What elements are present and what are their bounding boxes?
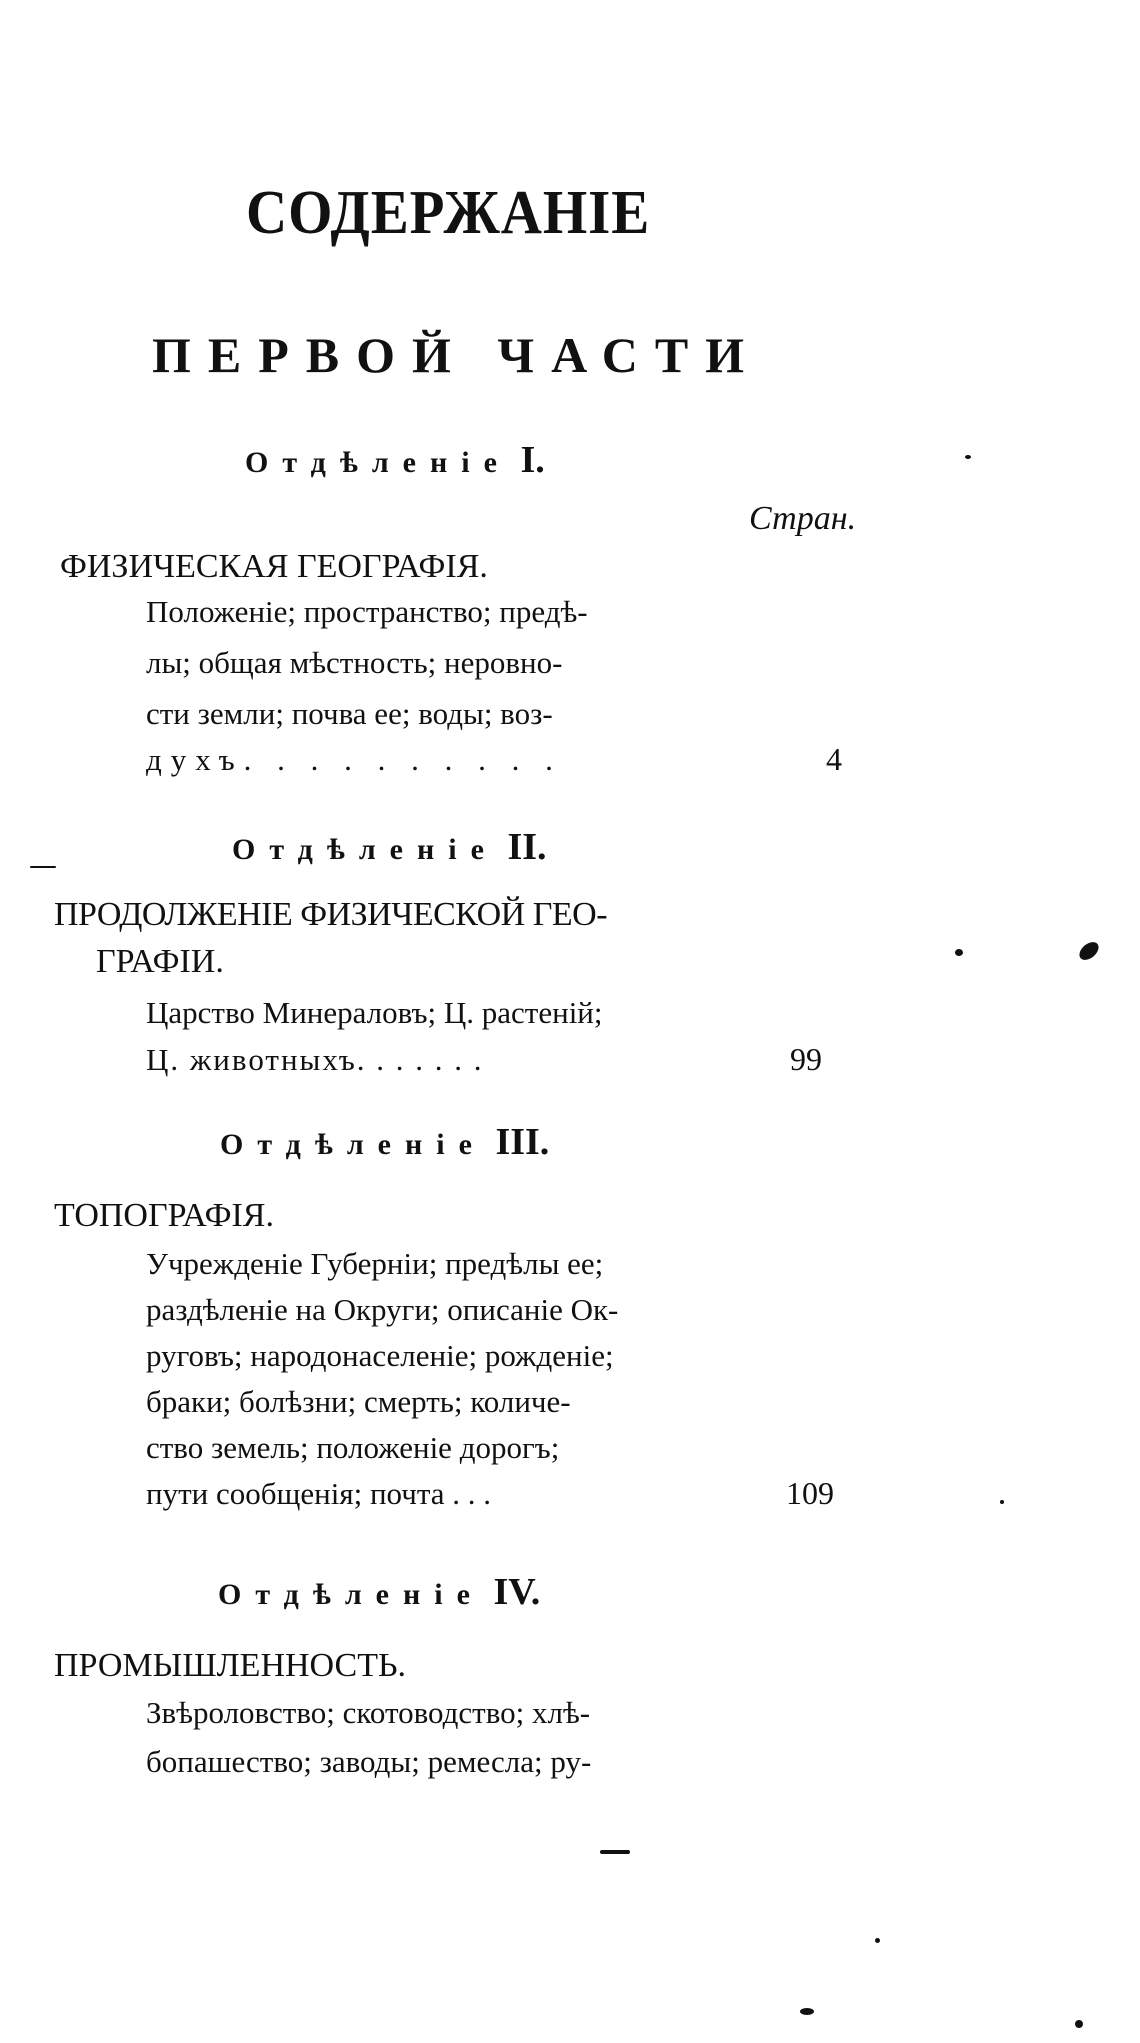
ink-speck [800,2008,814,2015]
section-label-number: III. [495,1121,550,1163]
section-heading-2: ПРОДОЛЖЕНІЕ ФИЗИЧЕСКОЙ ГЕО- [54,896,608,933]
section-label-word: Отдѣленіе [232,833,498,866]
section-body-line: браки; болѣзни; смерть; количе- [146,1384,571,1419]
section-label-3 [220,1120,549,1164]
ink-speck [965,455,971,459]
section-label-number: IV. [493,1571,541,1613]
ink-speck [1075,2020,1083,2028]
section-body-line: ство земель; положеніе дорогъ; [146,1430,560,1465]
section-body-line: Учрежденіе Губерніи; предѣлы ее; [146,1246,604,1281]
section-body-line: лы; общая мѣстность; неровно- [146,645,563,680]
section-label-word: Отдѣленіе [220,1128,486,1161]
ink-speck [600,1850,630,1854]
ink-speck [875,1938,880,1943]
section-label-4 [218,1570,540,1614]
ink-speck [1000,1500,1004,1504]
section-body-line: Ц. животныхъ. . . . . . . [146,1042,484,1077]
section-label-1 [245,438,545,482]
section-label-2 [232,825,547,869]
section-label-word: Отдѣленіе [245,446,511,479]
page-number: 4 [826,741,842,777]
page-title: СОДЕРЖАНІЕ [246,179,651,247]
section-body-line: бопашество; заводы; ремесла; ру- [146,1744,592,1779]
section-body-line: Положеніе; пространство; предѣ- [146,594,588,629]
section-heading-1: ФИЗИЧЕСКАЯ ГЕОГРАФІЯ. [60,548,488,585]
page-number: 109 [786,1475,834,1511]
page-subtitle: ПЕРВОЙ ЧАСТИ [152,327,762,383]
ink-speck [1076,939,1102,964]
section-label-number: II. [507,826,547,868]
section-body-line: Звѣроловство; скотоводство; хлѣ- [146,1695,591,1730]
section-body-line: руговъ; народонаселеніе; рожденіе; [146,1338,614,1373]
section-label-number: I. [520,439,545,481]
page-number: 99 [790,1041,822,1077]
section-body-line: духъ. . . . . . . . . . [146,742,562,777]
section-heading-4: ПРОМЫШЛЕННОСТЬ. [54,1647,406,1684]
section-body-line: сти земли; почва ее; воды; воз- [146,696,553,731]
section-body-line: пути сообщенія; почта . . . [146,1476,492,1511]
ink-speck [955,949,963,956]
section-body-line: раздѣленіе на Округи; описаніе Ок- [146,1292,619,1327]
section-heading-3: ТОПОГРАФІЯ. [54,1197,274,1234]
section-body-line: Царство Минераловъ; Ц. растеній; [146,995,603,1030]
page-column-label: Стран. [749,500,857,537]
section-label-word: Отдѣленіе [218,1578,484,1611]
section-heading-2-cont: ГРАФІИ. [96,943,224,980]
ink-speck [30,866,56,868]
